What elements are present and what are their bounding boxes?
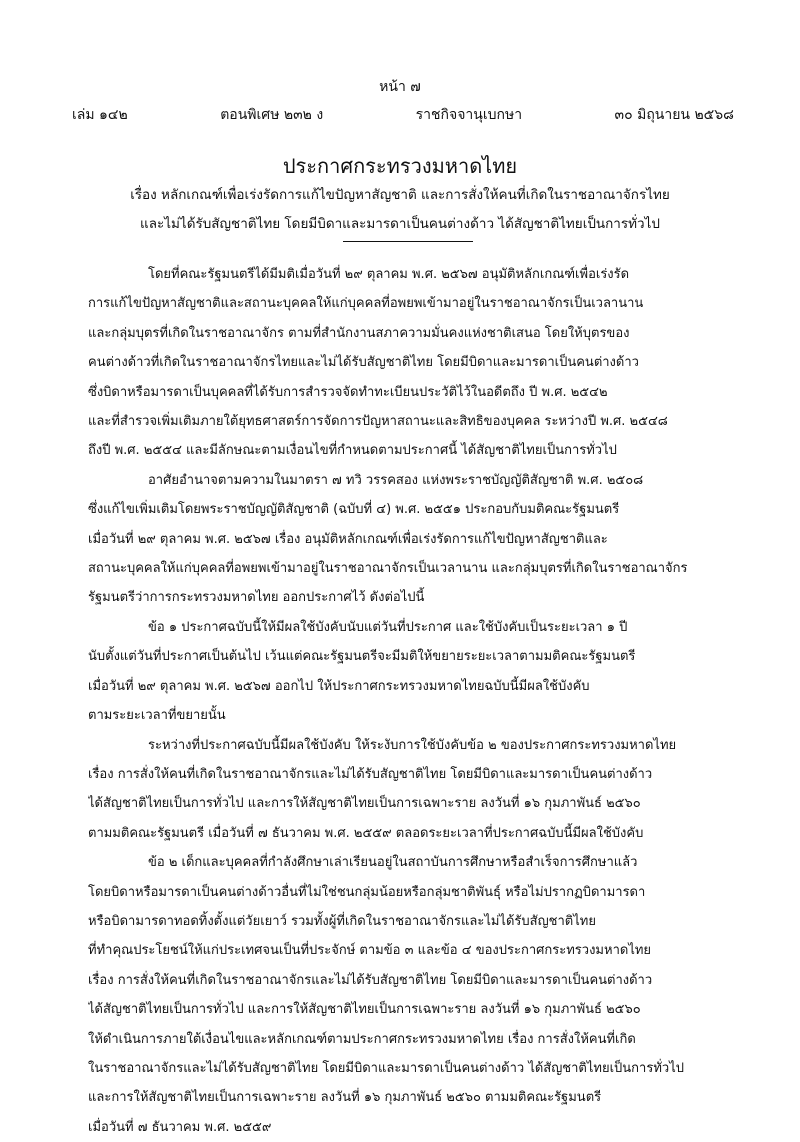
text-line: โดยบิดาหรือมารดาเป็นคนต่างด้าวอื่นที่ไม่ใช่ชนกลุ่มน้อยหรือกลุ่มชาติพันธุ์ หรือไม่ปรากฏบิดามารดา: [88, 884, 646, 900]
text-line: ซึ่งแก้ไขเพิ่มเติมโดยพระราชบัญญัติสัญชาติ (ฉบับที่ ๔) พ.ศ. ๒๕๕๑ ประกอบกับมติคณะรัฐมนตรี: [88, 502, 620, 518]
subject-line-1: เรื่อง หลักเกณฑ์เพื่อเร่งรัดการแก้ไขปัญหาสัญชาติ และการสั่งให้คนที่เกิดในราชอาณาจักรไทย: [130, 187, 670, 203]
paragraph-clause-2: [88, 848, 733, 1142]
text-line: ได้สัญชาติไทยเป็นการทั่วไป และการให้สัญชาติไทยเป็นการเฉพาะราย ลงวันที่ ๑๖ กุมภาพันธ์ ๒๕๖๐: [88, 1002, 641, 1018]
issue-number: ตอนพิเศษ ๒๓๒ ง: [220, 107, 324, 123]
announcement-body: [88, 260, 733, 1142]
text-line: สถานะบุคคลให้แก่บุคคลที่อพยพเข้ามาอยู่ในราชอาณาจักรเป็นเวลานาน และกลุ่มบุตรที่เกิดในราชอาณาจักร: [88, 561, 688, 577]
text-line: โดยที่คณะรัฐมนตรีได้มีมติเมื่อวันที่ ๒๙ ตุลาคม พ.ศ. ๒๕๖๗ อนุมัติหลักเกณฑ์เพื่อเร่งรัด: [148, 267, 630, 282]
text-line: ข้อ ๒ เด็กและบุคคลที่กำลังศึกษาเล่าเรียนอยู่ในสถาบันการศึกษาหรือสำเร็จการศึกษาแล้ว: [148, 855, 638, 871]
text-line: การแก้ไขปัญหาสัญชาติและสถานะบุคคลให้แก่บุคคลที่อพยพเข้ามาอยู่ในราชอาณาจักรเป็นเวลานาน: [88, 296, 644, 312]
text-line: เมื่อวันที่ ๗ ธันวาคม พ.ศ. ๒๕๕๙: [88, 1119, 272, 1135]
text-line: และกลุ่มบุตรที่เกิดในราชอาณาจักร ตามที่สำนักงานสภาความมั่นคงแห่งชาติเสนอ โดยให้บุตรของ: [88, 325, 630, 341]
text-line: และที่สำรวจเพิ่มเติมภายใต้ยุทธศาสตร์การจัดการปัญหาสถานะและสิทธิของบุคคล ระหว่างปี พ.ศ. ๒๕๔๘: [88, 414, 668, 430]
text-line: ตามมติคณะรัฐมนตรี เมื่อวันที่ ๗ ธันวาคม พ.ศ. ๒๕๕๙ ตลอดระยะเวลาที่ประกาศฉบับนี้มีผลใช้บังคับ: [88, 825, 644, 841]
text-line: ตามระยะเวลาที่ขยายนั้น: [88, 708, 226, 724]
text-line: นับตั้งแต่วันที่ประกาศเป็นต้นไป เว้นแต่คณะรัฐมนตรีจะมีมติให้ขยายระยะเวลาตามมติคณะรัฐมนตรี: [88, 649, 636, 665]
page-number: หน้า ๗: [379, 79, 421, 95]
text-line: เรื่อง การสั่งให้คนที่เกิดในราชอาณาจักรและไม่ได้รับสัญชาติไทย โดยมีบิดาและมารดาเป็นคนต่างด้าว: [88, 766, 653, 782]
text-line: เรื่อง การสั่งให้คนที่เกิดในราชอาณาจักรและไม่ได้รับสัญชาติไทย โดยมีบิดาและมารดาเป็นคนต่างด้าว: [88, 972, 653, 988]
text-line: เมื่อวันที่ ๒๙ ตุลาคม พ.ศ. ๒๕๖๗ เรื่อง อนุมัติหลักเกณฑ์เพื่อเร่งรัดการแก้ไขปัญหาสัญชาติและ: [88, 531, 608, 547]
volume-number: เล่ม ๑๔๒: [72, 107, 128, 123]
gazette-name: ราชกิจจานุเบกษา: [415, 107, 523, 123]
paragraph-preamble: [88, 260, 733, 466]
text-line: ได้สัญชาติไทยเป็นการทั่วไป และการให้สัญชาติไทยเป็นการเฉพาะราย ลงวันที่ ๑๖ กุมภาพันธ์ ๒๕๖๐: [88, 796, 641, 812]
text-line: คนต่างด้าวที่เกิดในราชอาณาจักรไทยและไม่ได้รับสัญชาติไทย โดยมีบิดาและมารดาเป็นคนต่างด้าว: [88, 355, 639, 371]
text-line: ให้ดำเนินการภายใต้เงื่อนไขและหลักเกณฑ์ตามประกาศกระทรวงมหาดไทย เรื่อง การสั่งให้คนที่เกิด: [88, 1031, 636, 1047]
text-line: หรือบิดามารดาทอดทิ้งตั้งแต่วัยเยาว์ รวมทั้งผู้ที่เกิดในราชอาณาจักรและไม่ได้รับสัญชาติไทย: [88, 913, 596, 929]
text-line: อาศัยอำนาจตามความในมาตรา ๗ ทวิ วรรคสอง แห่งพระราชบัญญัติสัญชาติ พ.ศ. ๒๕๐๘: [148, 472, 644, 488]
subject-line-2: และไม่ได้รับสัญชาติไทย โดยมีบิดาและมารดาเป็นคนต่างด้าว ได้สัญชาติไทยเป็นการทั่วไป: [140, 216, 660, 232]
text-line: ถึงปี พ.ศ. ๒๕๕๔ และมีลักษณะตามเงื่อนไขที่กำหนดตามประกาศนี้ ได้สัญชาติไทยเป็นการทั่วไป: [88, 443, 617, 459]
paragraph-clause-1: [88, 613, 733, 731]
announcement-title: ประกาศกระทรวงมหาดไทย: [282, 154, 518, 178]
paragraph-authority: [88, 466, 733, 613]
paragraph-suspension: [88, 731, 733, 849]
text-line: รัฐมนตรีว่าการกระทรวงมหาดไทย ออกประกาศไว้ ดังต่อไปนี้: [88, 590, 425, 606]
text-line: และการให้สัญชาติไทยเป็นการเฉพาะราย ลงวันที่ ๑๖ กุมภาพันธ์ ๒๕๖๐ ตามมติคณะรัฐมนตรี: [88, 1090, 602, 1106]
title-divider: [343, 241, 473, 242]
text-line: ระหว่างที่ประกาศฉบับนี้มีผลใช้บังคับ ให้ระงับการใช้บังคับข้อ ๒ ของประกาศกระทรวงมหาดไทย: [148, 737, 677, 753]
text-line: ที่ทำคุณประโยชน์ให้แก่ประเทศจนเป็นที่ประจักษ์ ตามข้อ ๓ และข้อ ๔ ของประกาศกระทรวงมหาดไทย: [88, 943, 652, 959]
publication-date: ๓๐ มิถุนายน ๒๕๖๘: [614, 107, 734, 123]
text-line: ข้อ ๑ ประกาศฉบับนี้ให้มีผลใช้บังคับนับแต่วันที่ประกาศ และใช้บังคับเป็นระยะเวลา ๑ ปี: [148, 619, 628, 635]
text-line: เมื่อวันที่ ๒๙ ตุลาคม พ.ศ. ๒๕๖๗ ออกไป ให้ประกาศกระทรวงมหาดไทยฉบับนี้มีผลใช้บังคับ: [88, 678, 590, 694]
text-line: ในราชอาณาจักรและไม่ได้รับสัญชาติไทย โดยมีบิดาและมารดาเป็นคนต่างด้าว ได้สัญชาติไทยเป็นการทั่วไป: [88, 1060, 684, 1076]
text-line: ซึ่งบิดาหรือมารดาเป็นบุคคลที่ได้รับการสำรวจจัดทำทะเบียนประวัติไว้ในอดีตถึง ปี พ.ศ. ๒๕๔๒: [88, 384, 608, 400]
gazette-header: [72, 104, 734, 126]
